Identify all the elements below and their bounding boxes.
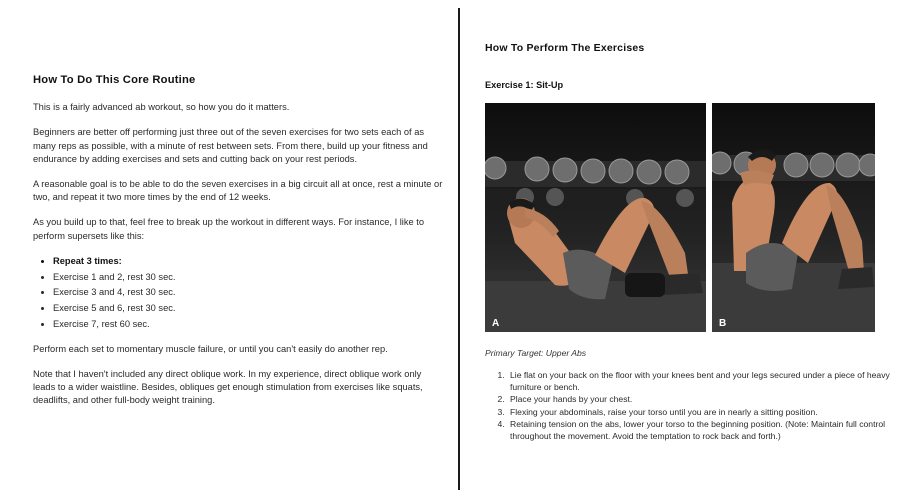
photo-label-a: A bbox=[492, 318, 500, 329]
situp-photo-b bbox=[712, 103, 875, 332]
list-item: • Exercise 3 and 4, rest 30 sec. bbox=[53, 286, 443, 299]
step-item: 4. Retaining tension on the abs, lower your torso to the beginning position. (Note: Maintain full control throughout the movement. Avoid the temptation to rock back and forth.) bbox=[507, 419, 912, 442]
paragraph-goal: A reasonable goal is to be able to do the seven exercises in a big circuit all at once, rest a minute or two, and repeat it two more times by the end of 12 weeks. bbox=[33, 179, 443, 203]
exercises-heading: How To Perform The Exercises bbox=[485, 42, 645, 54]
list-item: • Exercise 7, rest 60 sec. bbox=[53, 318, 443, 331]
paragraph-beginners: Beginners are better off performing just three out of the seven exercises for two sets each of as many reps as possible, with a minute of rest between sets. From there, build up your fitness and endurance by adding exercises and sets and cutting back on your rest periods. bbox=[33, 127, 428, 164]
step-item: 1. Lie flat on your back on the floor with your knees bent and your legs secured under a piece of heavy furniture or bench. bbox=[507, 370, 912, 393]
step-item: 2. Place your hands by your chest. bbox=[507, 394, 912, 406]
exercise-steps bbox=[485, 370, 912, 444]
paragraph-intro: This is a fairly advanced ab workout, so how you do it matters. bbox=[33, 102, 290, 113]
superset-list bbox=[33, 255, 443, 331]
photo-label-b: B bbox=[719, 318, 727, 329]
step-item: 3. Flexing your abdominals, raise your torso until you are in nearly a sitting position. bbox=[507, 407, 912, 419]
list-item: • Exercise 5 and 6, rest 30 sec. bbox=[53, 302, 443, 315]
paragraph-failure: Perform each set to momentary muscle failure, or until you can't easily do another rep. bbox=[33, 343, 388, 354]
exercise-title: Exercise 1: Sit-Up bbox=[485, 80, 564, 90]
left-column bbox=[33, 74, 443, 420]
situp-photo-a bbox=[485, 103, 706, 332]
list-item: • Repeat 3 times: bbox=[53, 255, 443, 268]
column-divider bbox=[458, 8, 460, 490]
list-item: • Exercise 1 and 2, rest 30 sec. bbox=[53, 271, 443, 284]
paragraph-supersets: As you build up to that, feel free to break up the workout in different ways. For instance, I like to perform supersets like this: bbox=[33, 217, 425, 241]
routine-heading: How To Do This Core Routine bbox=[33, 74, 196, 86]
primary-target-caption: Primary Target: Upper Abs bbox=[485, 348, 587, 358]
paragraph-oblique: Note that I haven't included any direct oblique work. In my experience, direct oblique work only leads to a wider waistline. Besides, obliques get enough stimulation from exercises like squats, deadlifts, and other full-body weight training. bbox=[33, 369, 423, 406]
